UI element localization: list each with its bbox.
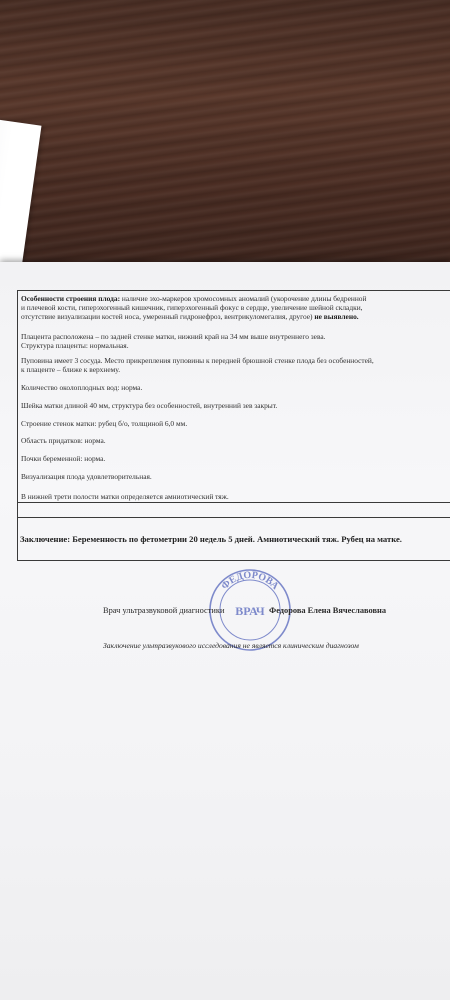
- wooden-table-background: [0, 0, 450, 270]
- table-divider: [17, 502, 450, 503]
- adnexa-line: Область придатков: норма.: [21, 436, 106, 445]
- cervix-line: Шейка матки длиной 40 мм, структура без особенностей, внутренний зев закрыт.: [21, 401, 278, 410]
- table-bottom-border: [17, 560, 450, 561]
- table-top-border: [17, 290, 450, 291]
- umbilical-cord-paragraph: [21, 356, 441, 374]
- conclusion-text: Заключение: Беременность по фетометрии 20 недель 5 дней. Амниотический тяж. Рубец на матке.: [20, 534, 402, 544]
- amniotic-fluid-line: Количество околоплодных вод: норма.: [21, 383, 143, 392]
- table-divider: [17, 517, 450, 518]
- cord-vessels: Пуповина имеет 3 сосуда. Место прикрепления пуповины к передней брюшной стенке плода без особенностей,: [21, 356, 374, 365]
- structure-text: наличие эхо-маркеров хромосомных аномалий (укорочение длины бедренной: [121, 294, 367, 303]
- structure-label: Особенности строения плода:: [21, 294, 121, 303]
- cord-attachment: к плаценте – ближе к верхнему.: [21, 365, 121, 374]
- kidneys-line: Почки беременной: норма.: [21, 454, 106, 463]
- stamp-top-text: ФЕДОРОВА: [219, 569, 281, 592]
- uterine-walls-line: Строение стенок матки: рубец б/о, толщиной 6,0 мм.: [21, 419, 188, 428]
- stamp-center-text: ВРАЧ: [235, 604, 265, 618]
- structure-result: не выявлено.: [314, 312, 359, 321]
- disclaimer-text: Заключение ультразвукового исследования не является клиническим диагнозом: [103, 641, 359, 650]
- structure-text: и плечевой кости, гиперэхогенный кишечник, гиперэхогенный фокус в сердце, увеличение шейной складки,: [21, 303, 363, 312]
- placenta-location: Плацента расположена – по задней стенке матки, нижний край на 34 мм выше внутреннего зева.: [21, 332, 326, 341]
- doctor-name: Федорова Елена Вячеславовна: [269, 606, 387, 615]
- amniotic-band-line: В нижней трети полости матки определяется амниотический тяж.: [21, 492, 229, 501]
- visualization-line: Визуализация плода удовлетворительная.: [21, 472, 152, 481]
- doctor-label: Врач ультразвуковой диагностики: [103, 606, 225, 615]
- placenta-paragraph: [21, 332, 441, 350]
- placenta-structure: Структура плаценты: нормальная.: [21, 341, 129, 350]
- doctor-signature-line: [103, 605, 443, 616]
- structure-paragraph: [21, 294, 441, 321]
- structure-text: отсутствие визуализации костей носа, умеренный гидронефроз, вентрикуломегалия, другое): [21, 312, 313, 321]
